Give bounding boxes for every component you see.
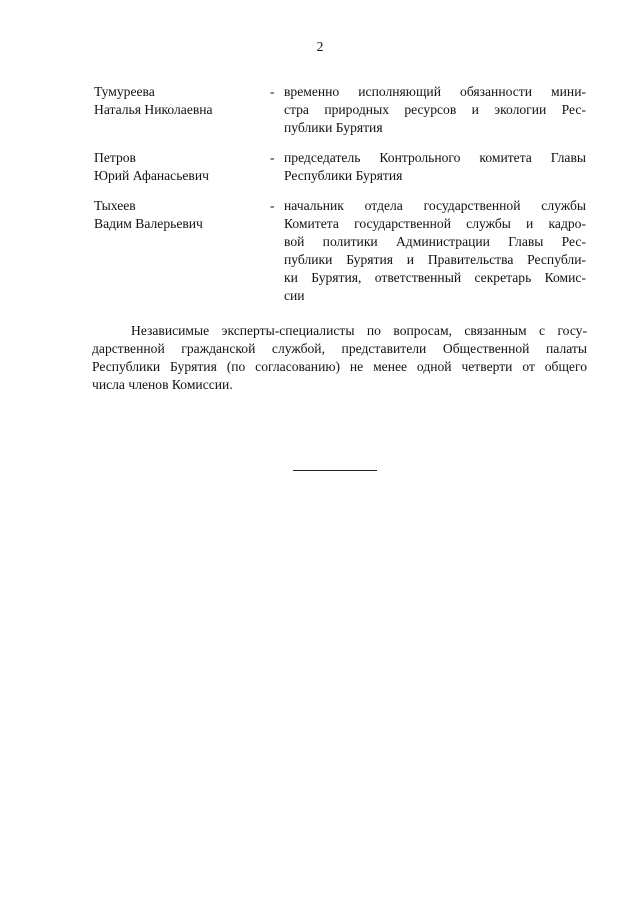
member-dash: - — [270, 84, 275, 99]
member-name — [94, 83, 270, 119]
member-role-line: Республики Бурятия — [284, 168, 403, 183]
member-role-line: временно исполняющий обязанности мини- — [284, 84, 586, 99]
member-role-line: председатель Контрольного комитета Главы — [284, 150, 586, 165]
member-surname: Петров — [94, 150, 136, 165]
member-role-line: публики Бурятия и Правительства Республи- — [284, 252, 586, 267]
note-line: числа членов Комиссии. — [92, 377, 233, 392]
member-row — [94, 83, 586, 137]
experts-note-paragraph — [92, 322, 587, 394]
page-number: 2 — [316, 39, 324, 54]
member-role-line: ки Бурятия, ответственный секретарь Комис- — [284, 270, 586, 285]
member-surname: Тумуреева — [94, 84, 155, 99]
member-row — [94, 149, 586, 185]
member-role-line: Комитета государственной службы и кадро- — [284, 216, 586, 231]
member-role-line: начальник отдела государственной службы — [284, 198, 586, 213]
member-role-line: сии — [284, 288, 305, 303]
note-line: Независимые эксперты-специалисты по вопросам, связанным с госу- — [131, 323, 587, 338]
note-line: дарственной гражданской службой, представители Общественной палаты — [92, 341, 587, 356]
member-surname: Тыхеев — [94, 198, 136, 213]
member-name — [94, 197, 270, 233]
member-role — [284, 83, 586, 137]
commission-member-list — [94, 83, 586, 305]
member-role-line: стра природных ресурсов и экологии Рес- — [284, 102, 586, 117]
member-role — [284, 197, 586, 305]
member-given-names: Вадим Валерьевич — [94, 216, 203, 231]
end-divider-line — [293, 470, 377, 471]
member-name — [94, 149, 270, 185]
member-dash: - — [270, 150, 275, 165]
member-role-line: публики Бурятия — [284, 120, 383, 135]
member-dash: - — [270, 198, 275, 213]
member-row — [94, 197, 586, 305]
member-given-names: Юрий Афанасьевич — [94, 168, 209, 183]
note-line: Республики Бурятия (по согласованию) не менее одной четверти от общего — [92, 359, 587, 374]
member-role-line: вой политики Администрации Главы Рес- — [284, 234, 586, 249]
member-given-names: Наталья Николаевна — [94, 102, 213, 117]
member-role — [284, 149, 586, 185]
